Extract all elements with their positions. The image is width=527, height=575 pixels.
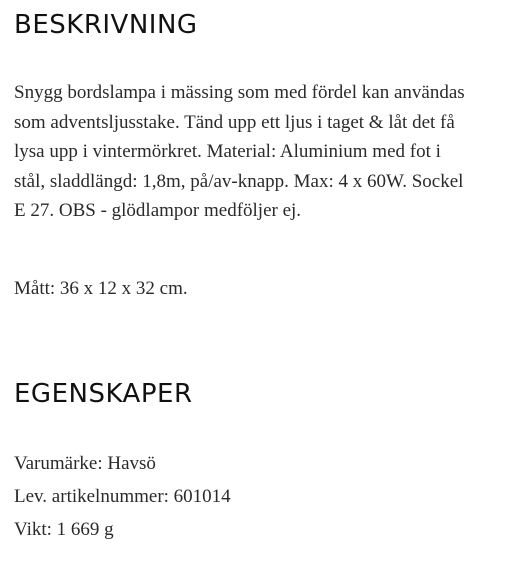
measurements-text: Mått: 36 x 12 x 32 cm. <box>14 278 188 299</box>
property-weight: Vikt: 1 669 g <box>14 519 114 540</box>
properties-list <box>14 447 231 546</box>
description-line: som adventsljusstake. Tänd upp ett ljus i taget & låt det få <box>14 111 455 133</box>
description-line: Snygg bordslampa i mässing som med fördel kan användas <box>14 82 465 103</box>
property-article-number: Lev. artikelnummer: 601014 <box>14 486 231 507</box>
property-brand: Varumärke: Havsö <box>14 453 156 474</box>
description-line: stål, sladdlängd: 1,8m, på/av-knapp. Max: 4 x 60W. Sockel <box>14 170 464 192</box>
description-text <box>14 78 524 226</box>
description-heading: BESKRIVNING <box>14 10 198 40</box>
description-line: lysa upp i vintermörkret. Material: Aluminium med fot i <box>14 141 441 162</box>
properties-heading: EGENSKAPER <box>14 379 193 409</box>
description-line: E 27. OBS - glödlampor medföljer ej. <box>14 200 302 221</box>
